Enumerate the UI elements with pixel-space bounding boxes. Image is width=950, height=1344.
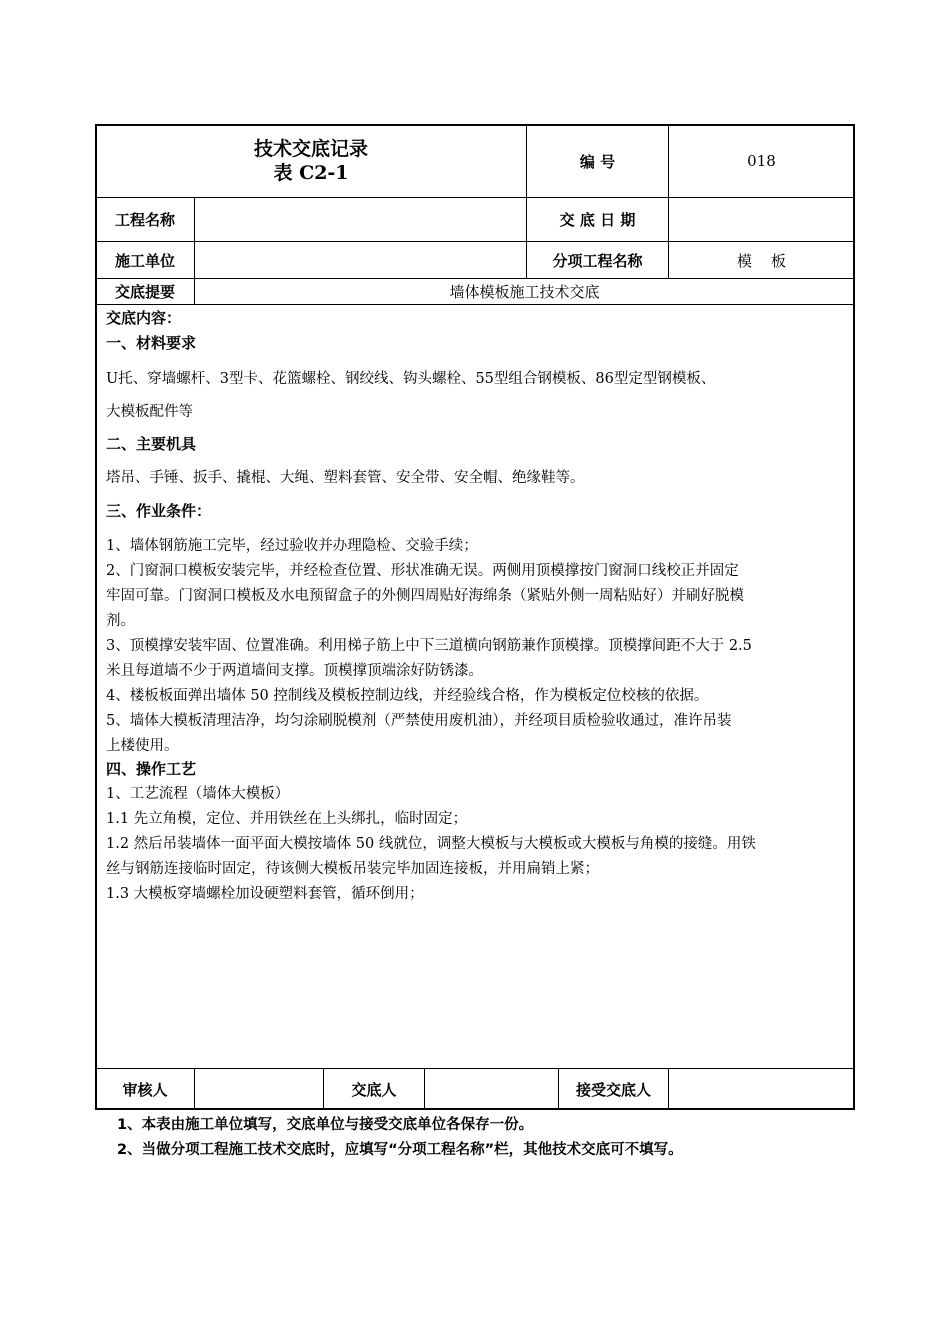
section-heading: 二、主要机具 bbox=[106, 435, 197, 453]
reviewer-field[interactable] bbox=[195, 1069, 323, 1109]
content-line: 1、工艺流程（墙体大模板） bbox=[106, 786, 290, 802]
content-line: 1.2 然后吊装墙体一面平面大模按墙体 50 线就位，调整大模板与大模板或大模板与角模的接缝。用铁 bbox=[106, 836, 756, 852]
summary-label: 交底提要 bbox=[114, 283, 175, 301]
content-line: 1.1 先立角模，定位、并用铁丝在上头绑扎，临时固定； bbox=[106, 811, 468, 827]
content-line: 5、墙体大模板清理洁净，均匀涂刷脱模剂（严禁使用废机油），并经项目质检验收通过，准许吊装 bbox=[106, 713, 732, 729]
reviewer-label: 审核人 bbox=[122, 1080, 168, 1099]
receiver-field[interactable] bbox=[669, 1069, 854, 1109]
summary-field[interactable]: 墙体模板施工技术交底 bbox=[449, 283, 600, 301]
number-value[interactable]: 018 bbox=[747, 152, 776, 170]
content-line: 丝与钢筋连接临时固定，待该侧大模板吊装完毕加固连接板，并用扁销上紧； bbox=[106, 861, 599, 877]
content-line: 2、门窗洞口模板安装完毕，并经检查位置、形状准确无误。两侧用顶模撑按门窗洞口线校正并固定 bbox=[106, 563, 739, 579]
content-line: 剂。 bbox=[106, 613, 135, 629]
construction-unit-label: 施工单位 bbox=[114, 251, 175, 270]
footnote: 2、当做分项工程施工技术交底时，应填写“分项工程名称”栏，其他技术交底可不填写。 bbox=[117, 1142, 683, 1158]
content-line: 大模板配件等 bbox=[106, 404, 193, 420]
content-line: U托、穿墙螺杆、3型卡、花篮螺栓、钢绞线、钩头螺栓、55型组合钢模板、86型定型钢模板、 bbox=[106, 371, 716, 387]
content-line: 上楼使用。 bbox=[106, 738, 179, 754]
number-label: 编 号 bbox=[579, 152, 616, 171]
construction-unit-field[interactable] bbox=[195, 242, 526, 278]
content-line: 4、楼板板面弹出墙体 50 控制线及模板控制边线，并经验线合格，作为模板定位校核的依据。 bbox=[106, 688, 709, 704]
project-name-label: 工程名称 bbox=[114, 211, 175, 229]
date-field[interactable] bbox=[669, 198, 854, 241]
section-heading: 一、材料要求 bbox=[106, 334, 197, 352]
content-line: 3、顶模撑安装牢固、位置准确。利用梯子筋上中下三道横向钢筋兼作顶模撑。顶模撑间距不大于 2.5 bbox=[106, 638, 752, 654]
form-title-line2: 表 C2-1 bbox=[273, 162, 349, 184]
content-line: 米且每道墙不少于两道墙间支撑。顶模撑顶端涂好防锈漆。 bbox=[106, 663, 483, 679]
content-line: 牢固可靠。门窗洞口模板及水电预留盒子的外侧四周贴好海绵条（紧贴外侧一周粘贴好）并刷好脱模 bbox=[106, 588, 744, 604]
divider bbox=[96, 304, 854, 305]
sub-project-field[interactable]: 模 板 bbox=[736, 251, 787, 270]
project-name-field[interactable] bbox=[195, 198, 526, 241]
footnote: 1、本表由施工单位填写，交底单位与接受交底单位各保存一份。 bbox=[117, 1117, 534, 1133]
content-line: 1、墙体钢筋施工完毕，经过验收并办理隐检、交验手续； bbox=[106, 538, 478, 554]
form-title-line1: 技术交底记录 bbox=[253, 138, 368, 160]
section-heading: 三、作业条件： bbox=[106, 502, 212, 520]
discloser-field[interactable] bbox=[425, 1069, 558, 1109]
form-title bbox=[96, 125, 526, 197]
date-label: 交 底 日 期 bbox=[559, 211, 636, 229]
content-line: 塔吊、手锤、扳手、撬棍、大绳、塑料套管、安全带、安全帽、绝缘鞋等。 bbox=[106, 470, 585, 486]
content-intro: 交底内容： bbox=[106, 309, 182, 327]
sub-project-label: 分项工程名称 bbox=[552, 251, 643, 270]
discloser-label: 交底人 bbox=[351, 1080, 397, 1099]
content-line: 1.3 大模板穿墙螺栓加设硬塑料套管，循环倒用； bbox=[106, 886, 424, 902]
receiver-label: 接受交底人 bbox=[575, 1080, 651, 1099]
section-heading: 四、操作工艺 bbox=[106, 760, 197, 778]
